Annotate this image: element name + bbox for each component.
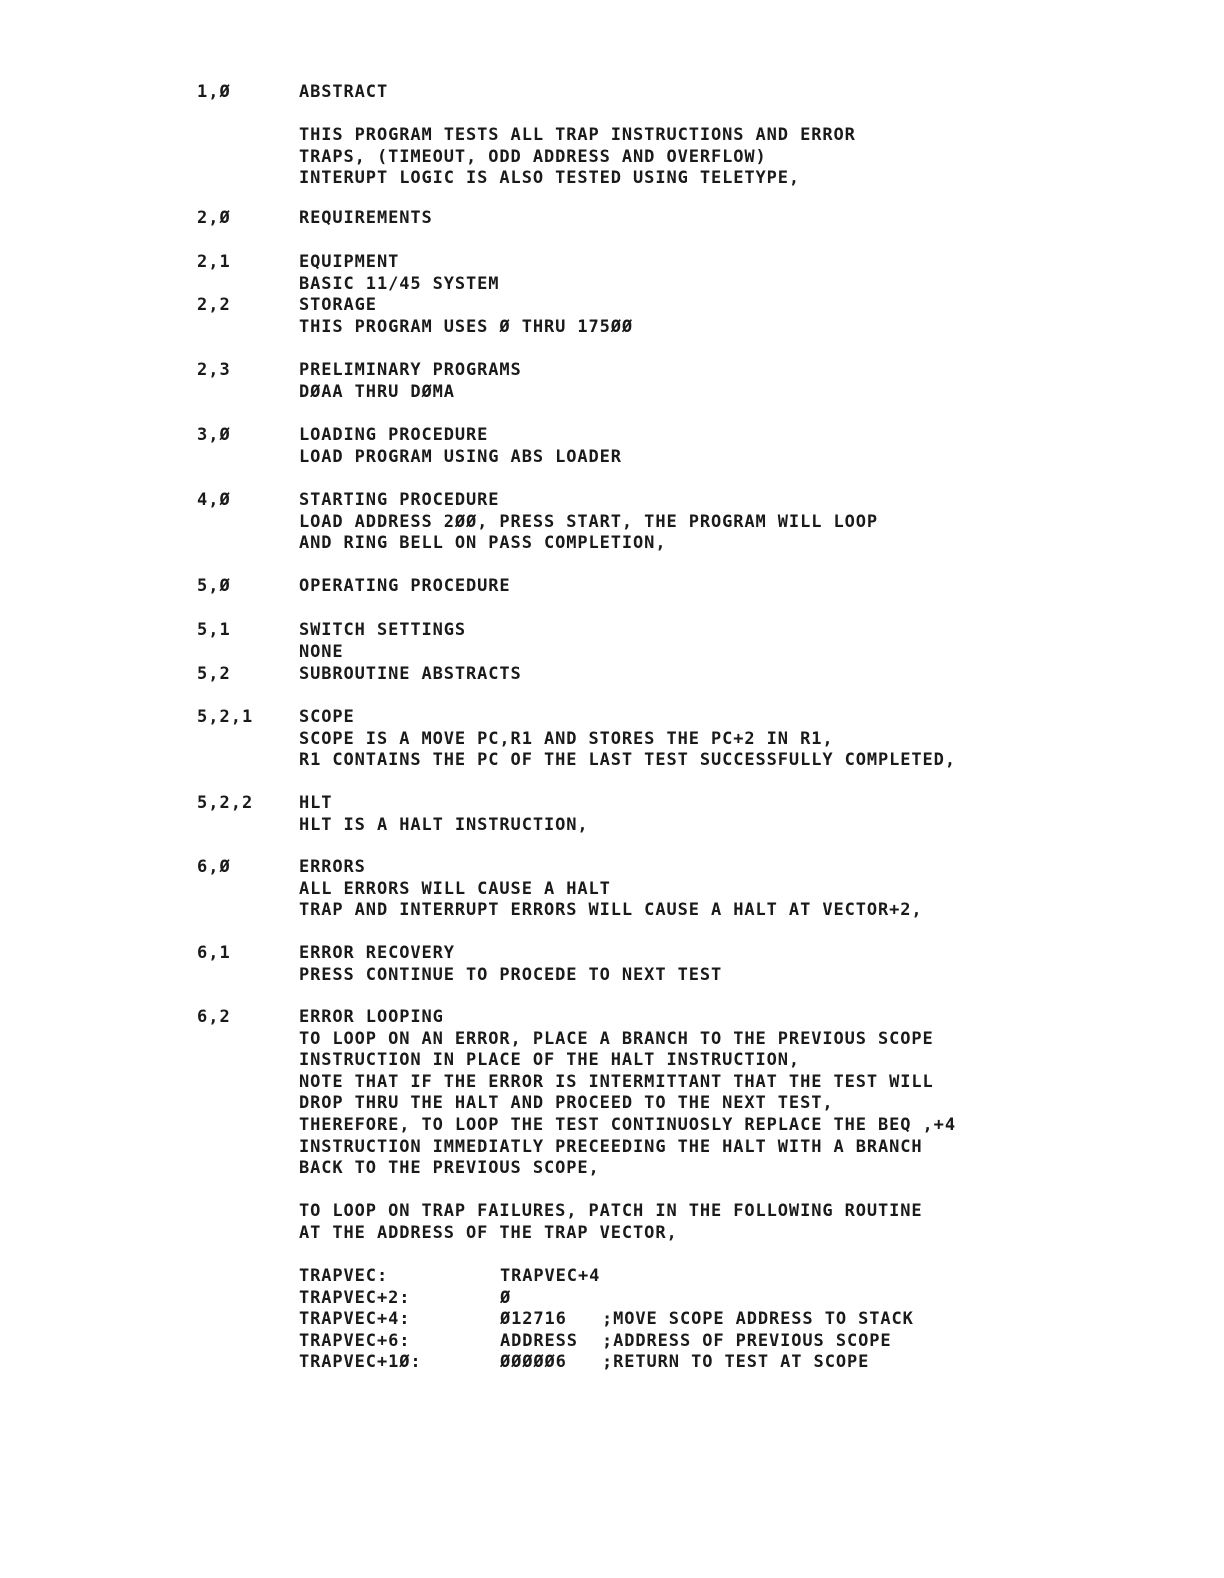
section-heading: HLT (299, 793, 333, 813)
text-line: TO LOOP ON TRAP FAILURES, PATCH IN THE FOLLOWING ROUTINE (299, 1201, 923, 1222)
section-heading: EQUIPMENT (299, 252, 400, 272)
section-number: 2,2 (197, 295, 231, 315)
text-line: NONE (299, 641, 344, 662)
text-line: SCOPE IS A MOVE PC,R1 AND STORES THE PC+2 IN R1, (299, 728, 834, 749)
code-label: TRAPVEC+1Ø: (299, 1352, 422, 1373)
section-body (299, 664, 1179, 686)
text-line: DROP THRU THE HALT AND PROCEED TO THE NEXT TEST, (299, 1093, 834, 1114)
code-row (299, 1266, 601, 1288)
section-number: 6,1 (197, 943, 231, 963)
section-heading: SCOPE (299, 707, 355, 727)
section-number: 3,Ø (197, 425, 231, 445)
text-line: LOAD ADDRESS 2ØØ, PRESS START, THE PROGRAM WILL LOOP (299, 511, 879, 532)
text-line: INSTRUCTION IN PLACE OF THE HALT INSTRUCTION, (299, 1050, 801, 1071)
blank-line (299, 1180, 1179, 1202)
trap-routine-table (299, 1266, 914, 1374)
section-heading: REQUIREMENTS (299, 208, 433, 228)
code-value: Ø12716 (500, 1309, 567, 1330)
text-line: DØAA THRU DØMA (299, 381, 455, 402)
code-row (299, 1352, 870, 1374)
text-line: INTERUPT LOGIC IS ALSO TESTED USING TELETYPE, (299, 168, 801, 189)
section-number: 6,2 (197, 1007, 231, 1027)
code-row (299, 1309, 914, 1331)
code-value: ADDRESS (500, 1330, 578, 1351)
text-line: BASIC 11/45 SYSTEM (299, 273, 500, 294)
blank-line (299, 104, 1179, 126)
section-body (299, 252, 1179, 295)
code-label: TRAPVEC+4: (299, 1309, 411, 1330)
section-body (299, 360, 1179, 403)
text-line: THIS PROGRAM USES Ø THRU 175ØØ (299, 316, 634, 337)
text-line: NOTE THAT IF THE ERROR IS INTERMITTANT THAT THE TEST WILL (299, 1071, 934, 1092)
section-number: 1,Ø (197, 82, 231, 102)
text-line: INSTRUCTION IMMEDIATLY PRECEEDING THE HALT WITH A BRANCH (299, 1136, 923, 1157)
section-number: 5,2,1 (197, 707, 254, 727)
text-line: THEREFORE, TO LOOP THE TEST CONTINUOSLY REPLACE THE BEQ ,+4 (299, 1114, 956, 1135)
text-line: R1 CONTAINS THE PC OF THE LAST TEST SUCCESSFULLY COMPLETED, (299, 750, 956, 771)
code-value: Ø (500, 1287, 512, 1308)
code-row (299, 1287, 512, 1310)
text-line: AT THE ADDRESS OF THE TRAP VECTOR, (299, 1222, 678, 1243)
text-line: TRAPS, (TIMEOUT, ODD ADDRESS AND OVERFLOW) (299, 146, 767, 167)
section-number: 5,2,2 (197, 793, 254, 813)
section-body (299, 857, 1179, 922)
text-line: TRAP AND INTERRUPT ERRORS WILL CAUSE A HALT AT VECTOR+2, (299, 900, 923, 921)
section-body (299, 943, 1179, 986)
section-heading: PRELIMINARY PROGRAMS (299, 360, 522, 380)
code-comment: ;MOVE SCOPE ADDRESS TO STACK (602, 1309, 914, 1330)
section-body (299, 793, 1179, 836)
code-label: TRAPVEC+2: (299, 1287, 411, 1308)
section-heading: ERRORS (299, 857, 366, 877)
code-label: TRAPVEC: (299, 1266, 389, 1286)
code-value: TRAPVEC+4 (500, 1266, 601, 1286)
section-heading: OPERATING PROCEDURE (299, 576, 511, 596)
section-body (299, 425, 1179, 468)
text-line: ALL ERRORS WILL CAUSE A HALT (299, 878, 611, 899)
section-number: 6,Ø (197, 857, 231, 877)
text-line: HLT IS A HALT INSTRUCTION, (299, 814, 589, 835)
section-heading: ABSTRACT (299, 82, 389, 102)
section-number: 5,2 (197, 664, 231, 684)
section-heading: STARTING PROCEDURE (299, 490, 500, 510)
section-body (299, 208, 1179, 230)
section-body (299, 490, 1179, 555)
text-line: PRESS CONTINUE TO PROCEDE TO NEXT TEST (299, 964, 723, 985)
section-heading: LOADING PROCEDURE (299, 425, 489, 445)
section-number: 5,Ø (197, 576, 231, 596)
section-heading: STORAGE (299, 295, 377, 315)
text-line: THIS PROGRAM TESTS ALL TRAP INSTRUCTIONS AND ERROR (299, 125, 856, 146)
section-body (299, 620, 1179, 663)
section-heading: ERROR LOOPING (299, 1007, 444, 1027)
text-line: AND RING BELL ON PASS COMPLETION, (299, 533, 667, 554)
code-comment: ;RETURN TO TEST AT SCOPE (602, 1352, 870, 1373)
section-body (299, 295, 1179, 338)
code-label: TRAPVEC+6: (299, 1330, 411, 1351)
section-number: 2,Ø (197, 208, 231, 228)
section-body (299, 1007, 1179, 1245)
section-body (299, 576, 1179, 598)
text-line: LOAD PROGRAM USING ABS LOADER (299, 446, 622, 467)
section-heading: SWITCH SETTINGS (299, 620, 467, 640)
section-number: 2,3 (197, 360, 231, 380)
section-number: 5,1 (197, 620, 231, 640)
text-line: BACK TO THE PREVIOUS SCOPE, (299, 1158, 600, 1179)
code-row (299, 1330, 892, 1353)
section-number: 4,Ø (197, 490, 231, 510)
section-body (299, 707, 1179, 772)
section-heading: SUBROUTINE ABSTRACTS (299, 664, 522, 684)
code-value: ØØØØØ6 (500, 1352, 567, 1373)
section-heading: ERROR RECOVERY (299, 943, 455, 963)
section-number: 2,1 (197, 252, 231, 272)
section-body (299, 82, 1179, 190)
text-line: TO LOOP ON AN ERROR, PLACE A BRANCH TO THE PREVIOUS SCOPE (299, 1028, 934, 1049)
code-comment: ;ADDRESS OF PREVIOUS SCOPE (602, 1330, 892, 1351)
